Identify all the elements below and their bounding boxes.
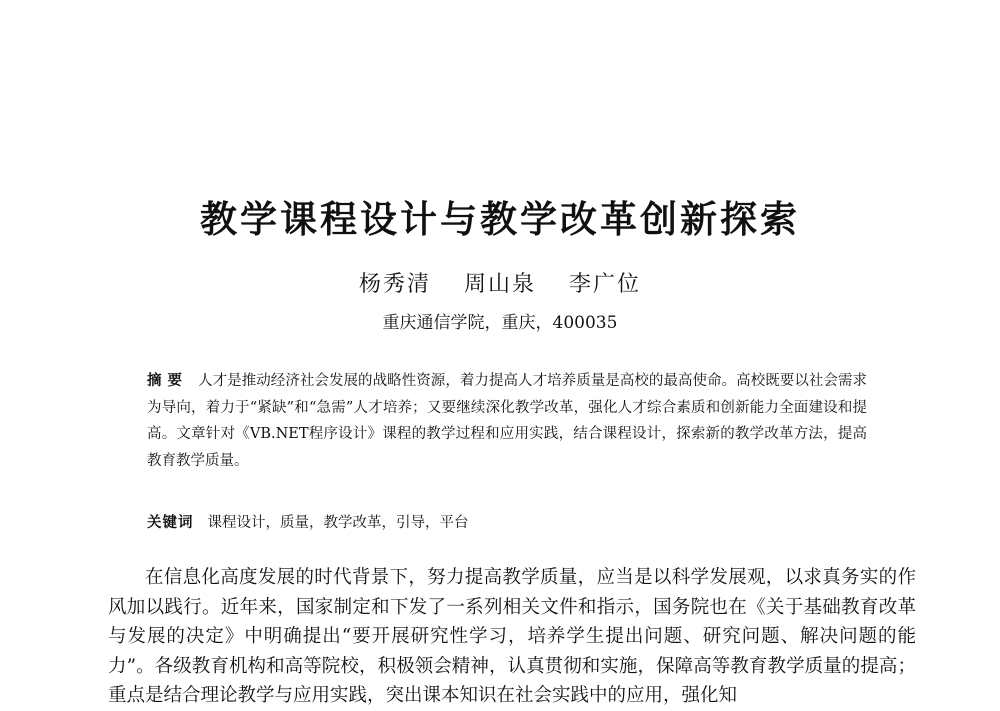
keywords	[147, 510, 867, 536]
body-paragraph: 在信息化高度发展的时代背景下，努力提高教学质量，应当是以科学发展观，以求真务实的作风加以践行。近年来，国家制定和下发了一系列相关文件和指示，国务院也在《关于基础教育改革与发展的决定》中明确提出“要开展研究性学习，培养学生提出问题、研究问题、解决问题的能力”。各级教育机构和高等院校，积极领会精神，认真贯彻和实施，保障高等教育教学质量的提高；重点是结合理论教学与应用实践，突出课本知识在社会实践中的应用，强化知	[108, 567, 916, 706]
author-list	[0, 270, 1000, 300]
abstract-text: 人才是推动经济社会发展的战略性资源，着力提高人才培养质量是高校的最高使命。高校既要以社会需求为导向，着力于“紧缺”和“急需”人才培养；又要继续深化教学改革，强化人才综合素质和创新能力全面建设和提高。文章针对《VB.NET程序设计》课程的教学过程和应用实践，结合课程设计，探索新的教学改革方法，提高教育教学质量。	[147, 373, 868, 469]
keywords-label: 关键词	[147, 515, 194, 531]
keywords-text: 课程设计，质量，教学改革，引导，平台	[207, 515, 469, 531]
author-name: 周山泉	[463, 272, 536, 297]
author-name: 杨秀清	[358, 272, 431, 297]
author-affiliation: 重庆通信学院，重庆，400035	[382, 313, 618, 333]
abstract-label: 摘要	[147, 373, 189, 389]
paper-title: 教学课程设计与教学改革创新探索	[200, 198, 800, 241]
author-name: 李广位	[569, 272, 642, 297]
abstract	[147, 368, 867, 474]
